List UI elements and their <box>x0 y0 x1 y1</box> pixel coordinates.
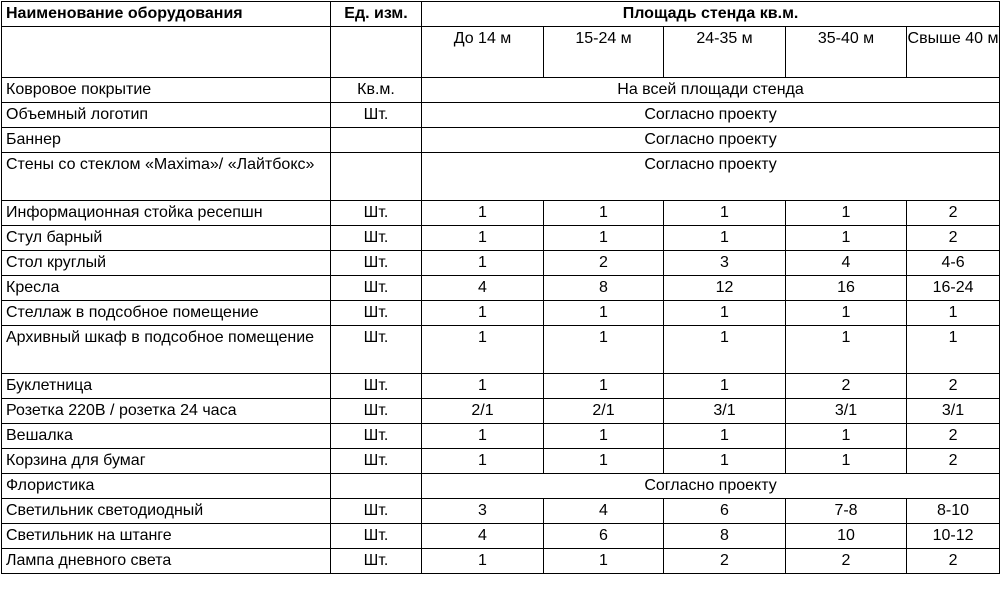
row-value: 4 <box>786 251 907 276</box>
row-value: 1 <box>786 424 907 449</box>
row-value: 1 <box>907 301 1000 326</box>
row-value: 2/1 <box>544 399 664 424</box>
row-value: 12 <box>664 276 786 301</box>
row-value: 16 <box>786 276 907 301</box>
table-row <box>2 128 1000 153</box>
table-row <box>2 499 1000 524</box>
table-row <box>2 449 1000 474</box>
row-value: 1 <box>664 424 786 449</box>
range-header: 35-40 м <box>786 27 907 78</box>
row-unit: Шт. <box>331 399 422 424</box>
row-value: 1 <box>544 226 664 251</box>
row-value: 1 <box>422 424 544 449</box>
row-value: 1 <box>786 226 907 251</box>
row-value: 1 <box>422 201 544 226</box>
subheader-empty-unit <box>331 27 422 78</box>
row-unit: Шт. <box>331 549 422 574</box>
row-value: 1 <box>422 549 544 574</box>
header-unit: Ед. изм. <box>331 2 422 27</box>
row-value: 1 <box>422 374 544 399</box>
row-name: Ковровое покрытие <box>2 78 331 103</box>
row-value: 1 <box>907 326 1000 374</box>
row-value: 6 <box>544 524 664 549</box>
row-value: 2 <box>907 201 1000 226</box>
row-value: 3/1 <box>664 399 786 424</box>
row-value: 2 <box>907 449 1000 474</box>
range-header: 15-24 м <box>544 27 664 78</box>
row-unit: Шт. <box>331 499 422 524</box>
row-merged-note: Согласно проекту <box>422 153 1000 201</box>
table-row <box>2 103 1000 128</box>
row-merged-note: Согласно проекту <box>422 103 1000 128</box>
table-row <box>2 374 1000 399</box>
row-value: 10 <box>786 524 907 549</box>
table-row <box>2 78 1000 103</box>
row-value: 1 <box>544 374 664 399</box>
row-value: 4 <box>422 276 544 301</box>
row-value: 8-10 <box>907 499 1000 524</box>
subheader-empty-name <box>2 27 331 78</box>
range-header: 24-35 м <box>664 27 786 78</box>
table-row <box>2 301 1000 326</box>
row-unit: Шт. <box>331 301 422 326</box>
row-value: 4 <box>422 524 544 549</box>
table-row <box>2 474 1000 499</box>
row-value: 1 <box>664 201 786 226</box>
row-unit <box>331 128 422 153</box>
row-value: 8 <box>544 276 664 301</box>
row-value: 2/1 <box>422 399 544 424</box>
row-value: 4-6 <box>907 251 1000 276</box>
row-value: 1 <box>786 301 907 326</box>
row-value: 2 <box>907 549 1000 574</box>
row-unit: Шт. <box>331 276 422 301</box>
row-unit <box>331 153 422 201</box>
row-name: Кресла <box>2 276 331 301</box>
row-value: 1 <box>664 449 786 474</box>
row-value: 1 <box>544 449 664 474</box>
subheader-row <box>2 27 1000 78</box>
header-row <box>2 2 1000 27</box>
table-row <box>2 424 1000 449</box>
row-merged-note: Согласно проекту <box>422 474 1000 499</box>
range-header: Свыше 40 м <box>907 27 1000 78</box>
row-name: Информационная стойка ресепшн <box>2 201 331 226</box>
row-name: Объемный логотип <box>2 103 331 128</box>
row-value: 1 <box>422 449 544 474</box>
row-value: 2 <box>907 424 1000 449</box>
row-value: 7-8 <box>786 499 907 524</box>
table-row <box>2 251 1000 276</box>
equipment-table <box>1 1 1000 574</box>
row-unit: Шт. <box>331 103 422 128</box>
row-unit: Шт. <box>331 424 422 449</box>
table-row <box>2 201 1000 226</box>
row-value: 16-24 <box>907 276 1000 301</box>
row-value: 1 <box>664 326 786 374</box>
row-value: 2 <box>907 226 1000 251</box>
table-row <box>2 226 1000 251</box>
row-name: Буклетница <box>2 374 331 399</box>
row-unit <box>331 474 422 499</box>
row-name: Стены со стеклом «Maxima»/ «Лайтбокс» <box>2 153 331 201</box>
table-row <box>2 153 1000 201</box>
row-unit: Шт. <box>331 326 422 374</box>
header-area: Площадь стенда кв.м. <box>422 2 1000 27</box>
row-value: 1 <box>422 301 544 326</box>
row-value: 2 <box>786 549 907 574</box>
row-name: Стол круглый <box>2 251 331 276</box>
row-value: 1 <box>422 251 544 276</box>
row-value: 1 <box>544 301 664 326</box>
row-name: Стеллаж в подсобное помещение <box>2 301 331 326</box>
row-value: 4 <box>544 499 664 524</box>
range-header: До 14 м <box>422 27 544 78</box>
row-name: Светильник светодиодный <box>2 499 331 524</box>
row-merged-note: Согласно проекту <box>422 128 1000 153</box>
row-value: 1 <box>786 201 907 226</box>
row-value: 2 <box>544 251 664 276</box>
table-row <box>2 399 1000 424</box>
row-value: 2 <box>786 374 907 399</box>
header-name: Наименование оборудования <box>2 2 331 27</box>
row-unit: Шт. <box>331 251 422 276</box>
row-name: Стул барный <box>2 226 331 251</box>
row-value: 1 <box>544 424 664 449</box>
row-name: Корзина для бумаг <box>2 449 331 474</box>
table-row <box>2 549 1000 574</box>
row-unit: Шт. <box>331 449 422 474</box>
row-unit: Шт. <box>331 374 422 399</box>
row-name: Вешалка <box>2 424 331 449</box>
row-name: Розетка 220В / розетка 24 часа <box>2 399 331 424</box>
row-value: 3 <box>664 251 786 276</box>
table-row <box>2 524 1000 549</box>
row-value: 1 <box>544 326 664 374</box>
row-value: 2 <box>907 374 1000 399</box>
row-value: 1 <box>664 301 786 326</box>
table-row <box>2 276 1000 301</box>
table-body <box>2 78 1000 574</box>
row-value: 1 <box>664 226 786 251</box>
row-value: 1 <box>664 374 786 399</box>
row-name: Баннер <box>2 128 331 153</box>
row-value: 8 <box>664 524 786 549</box>
row-value: 1 <box>422 226 544 251</box>
row-unit: Шт. <box>331 524 422 549</box>
row-unit: Шт. <box>331 226 422 251</box>
row-value: 6 <box>664 499 786 524</box>
row-name: Светильник на штанге <box>2 524 331 549</box>
row-name: Лампа дневного света <box>2 549 331 574</box>
row-value: 3/1 <box>786 399 907 424</box>
row-unit: Шт. <box>331 201 422 226</box>
row-name: Флористика <box>2 474 331 499</box>
row-value: 2 <box>664 549 786 574</box>
row-value: 1 <box>786 326 907 374</box>
row-value: 10-12 <box>907 524 1000 549</box>
row-value: 1 <box>544 549 664 574</box>
table-row <box>2 326 1000 374</box>
row-unit: Кв.м. <box>331 78 422 103</box>
row-name: Архивный шкаф в подсобное помещение <box>2 326 331 374</box>
row-value: 3/1 <box>907 399 1000 424</box>
row-value: 1 <box>544 201 664 226</box>
row-value: 3 <box>422 499 544 524</box>
row-value: 1 <box>786 449 907 474</box>
row-value: 1 <box>422 326 544 374</box>
row-merged-note: На всей площади стенда <box>422 78 1000 103</box>
